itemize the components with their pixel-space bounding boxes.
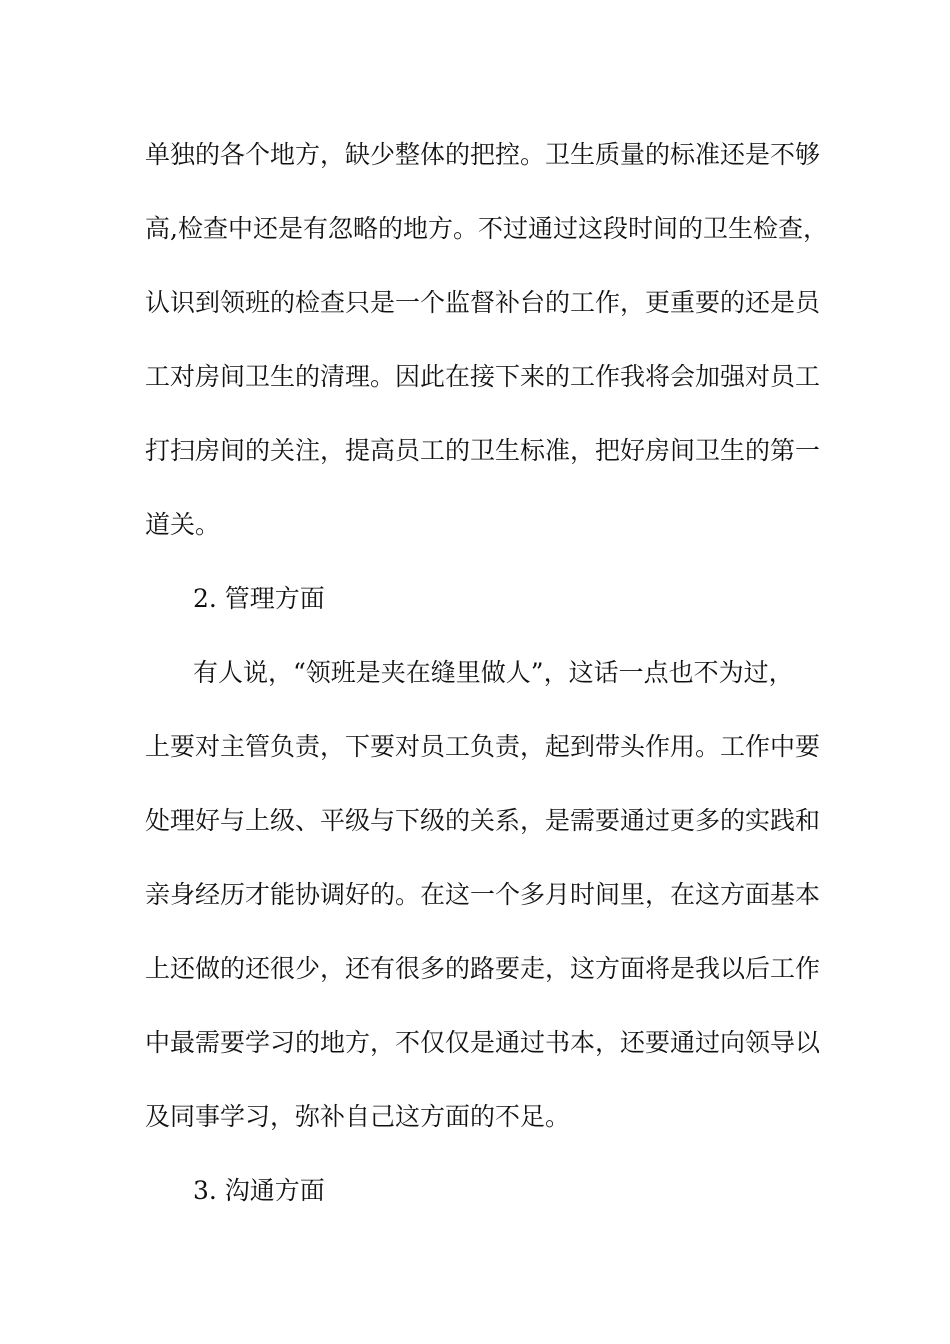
paragraph-line: 亲身经历才能协调好的。在这一个多月时间里，在这方面基本 [145,880,821,909]
paragraph-line: 单独的各个地方，缺少整体的把控。卫生质量的标准还是不够 [145,140,821,169]
paragraph-line: 处理好与上级、平级与下级的关系，是需要通过更多的实践和 [145,806,821,835]
paragraph-line: 上还做的还很少，还有很多的路要走，这方面将是我以后工作 [145,954,821,983]
paragraph-line: 认识到领班的检查只是一个监督补台的工作，更重要的还是员 [145,288,821,317]
paragraph-line: 上要对主管负责，下要对员工负责，起到带头作用。工作中要 [145,732,821,761]
paragraph-line: 工对房间卫生的清理。因此在接下来的工作我将会加强对员工 [145,362,821,391]
section-heading: 2. 管理方面 [193,584,325,613]
paragraph-line: 及同事学习，弥补自己这方面的不足。 [145,1102,571,1131]
paragraph-line: 中最需要学习的地方，不仅仅是通过书本，还要通过向领导以 [145,1028,821,1057]
section-heading: 3. 沟通方面 [193,1176,325,1205]
paragraph-line: 道关。 [145,510,221,539]
paragraph-line: 有人说，“领班是夹在缝里做人”，这话一点也不为过， [193,658,794,687]
paragraph-line: 高,检查中还是有忽略的地方。不过通过这段时间的卫生检查， [145,214,828,243]
paragraph-line: 打扫房间的关注，提高员工的卫生标准，把好房间卫生的第一 [145,436,821,465]
